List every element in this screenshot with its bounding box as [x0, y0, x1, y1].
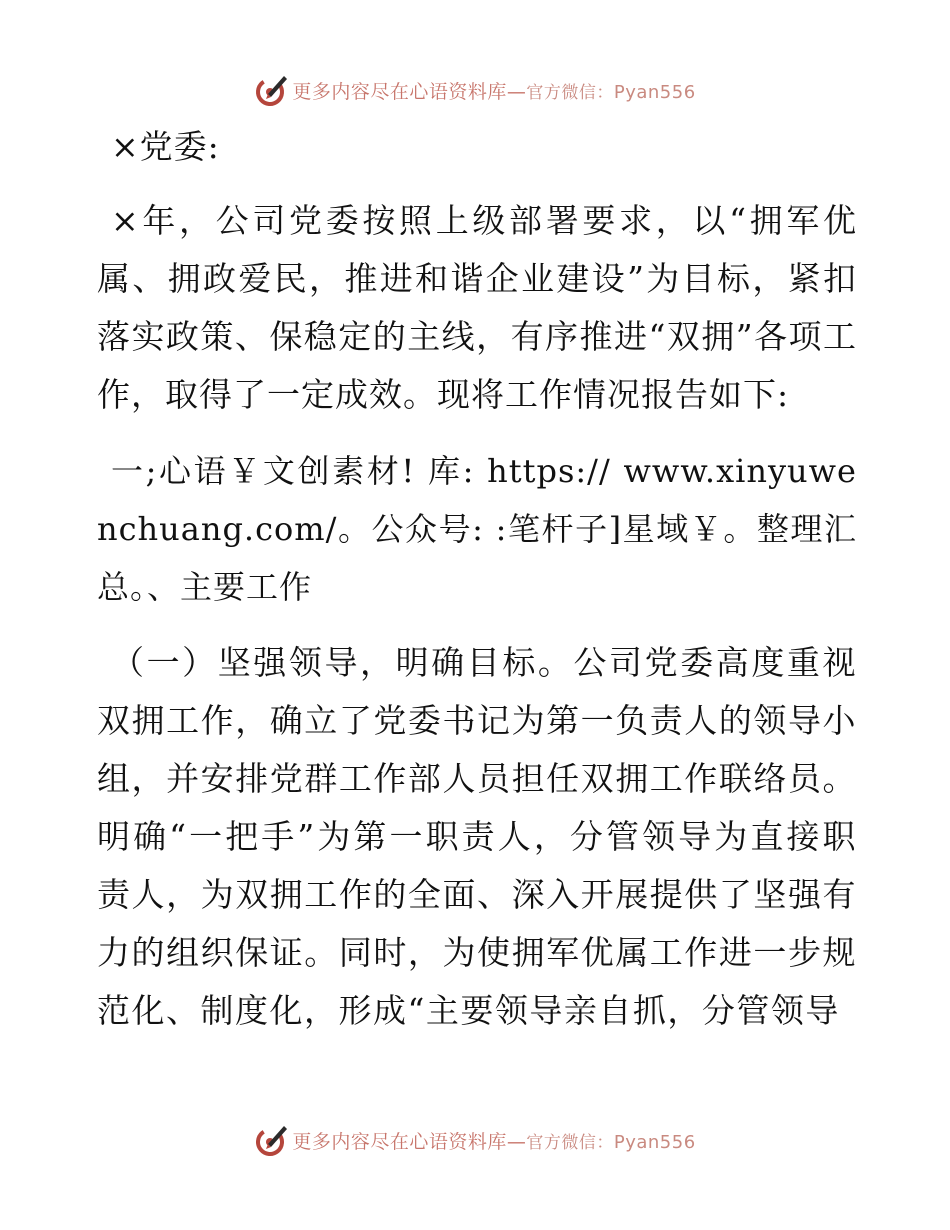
header-watermark — [0, 70, 950, 110]
salutation: ×党委: — [111, 127, 220, 166]
header-wechat-label: 官方微信： — [526, 82, 614, 103]
footer-wechat-label: 官方微信： — [526, 1132, 614, 1153]
footer-watermark — [0, 1120, 950, 1160]
section-one-paragraph: （一）坚强领导，明确目标。公司党委高度重视双拥工作，确立了党委书记为第一负责人的领导小组，并安排党群工作部人员担任双拥工作联络员。明确“一把手”为第一职责人，分管领导为直接职责人，为双拥工作的全面、深入开展提供了坚强有力的组织保证。同时，为使拥军优属工作进一步规范化、制度化，形成“主要领导亲自抓，分管领导 — [97, 643, 857, 1030]
document-body — [97, 118, 857, 1054]
header-watermark-main: 更多内容尽在心语资料库— — [292, 80, 527, 103]
brush-logo-icon — [254, 1122, 290, 1158]
header-wechat-id: Pyan556 — [613, 81, 696, 103]
brush-logo-icon — [254, 72, 290, 108]
footer-watermark-text — [292, 1127, 695, 1154]
footer-watermark-main: 更多内容尽在心语资料库— — [292, 1130, 527, 1153]
intro-paragraph: ×年，公司党委按照上级部署要求，以“拥军优属、拥政爱民，推进和谐企业建设”为目标，紧扣落实政策、保稳定的主线，有序推进“双拥”各项工作，取得了一定成效。现将工作情况报告如下: — [97, 201, 857, 414]
header-watermark-text — [292, 77, 695, 104]
section-heading-paragraph: 一;心语￥文创素材! 库: https:// www.xinyuwenchuang.com/。公众号: :笔杆子]星域￥。整理汇总。、主要工作 — [97, 452, 857, 606]
footer-wechat-id: Pyan556 — [613, 1131, 696, 1153]
